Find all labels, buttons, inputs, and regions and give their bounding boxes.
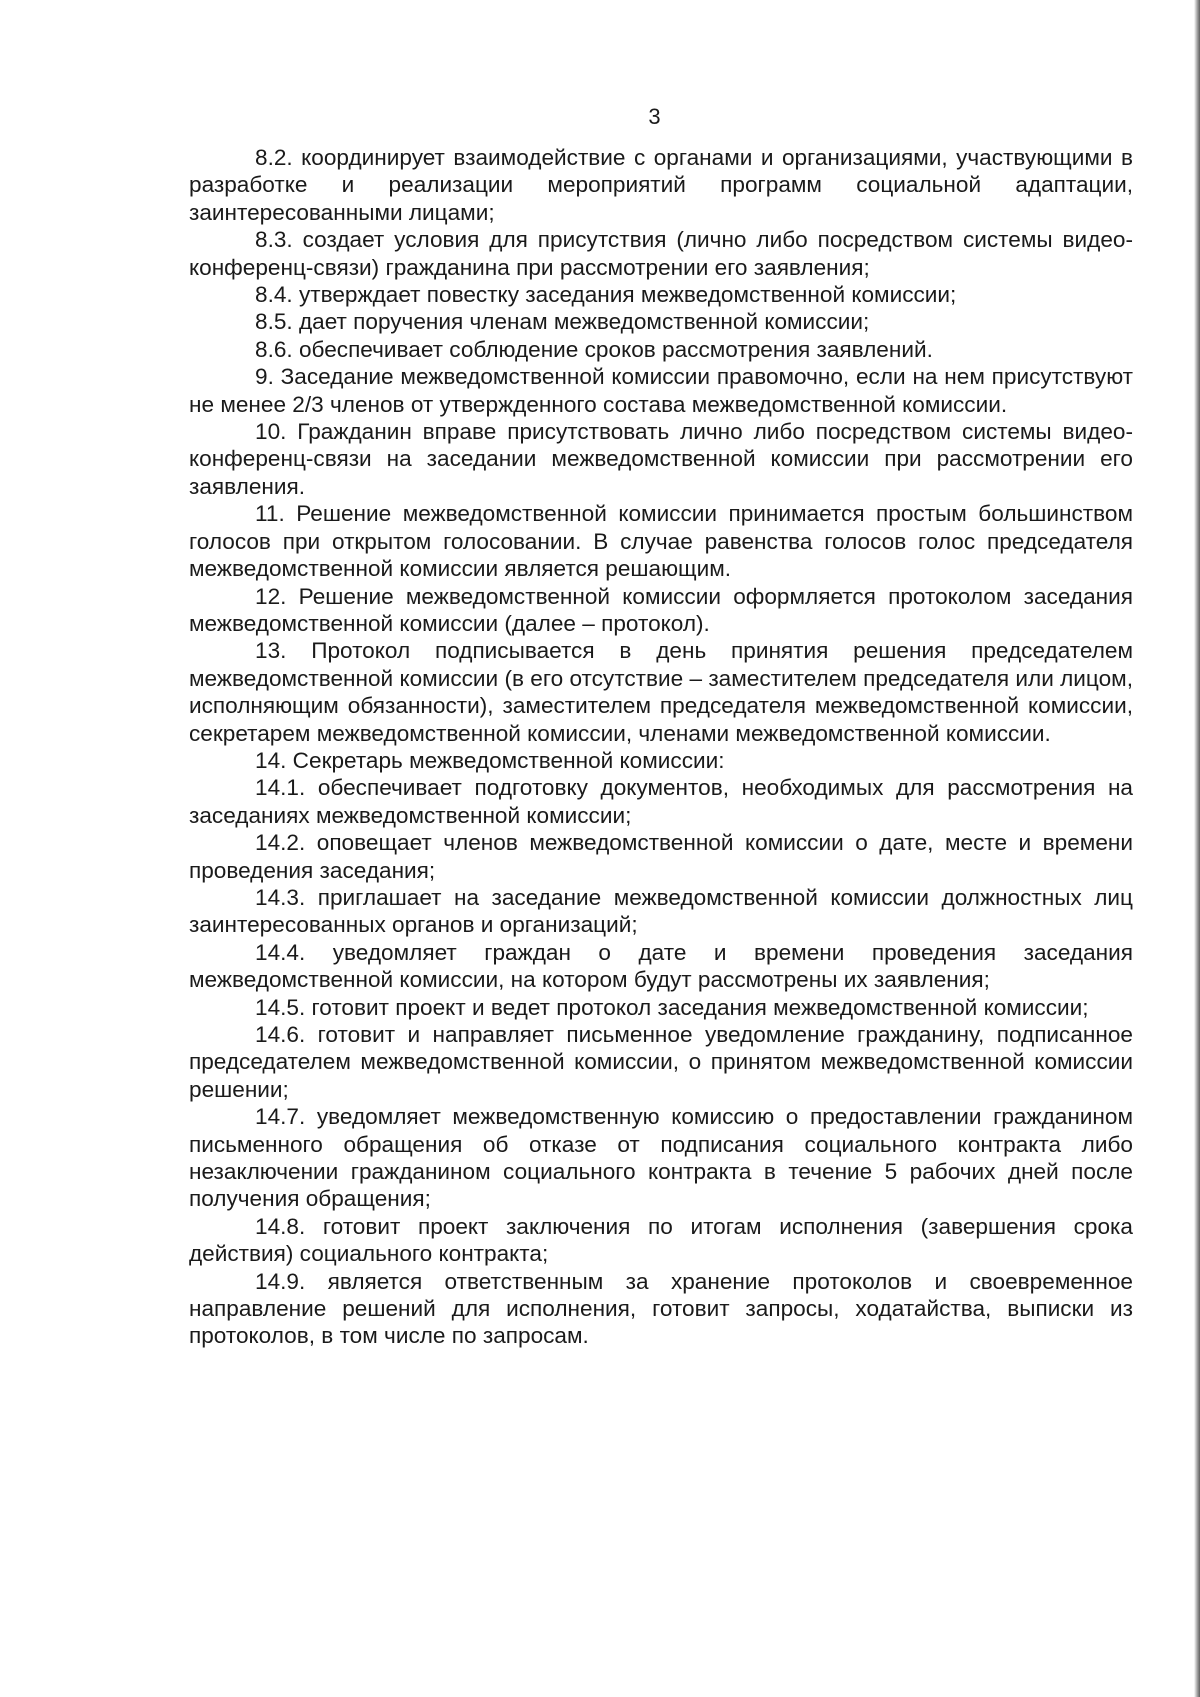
document-body xyxy=(189,144,1133,1350)
paragraph-14: 14. Секретарь межведомственной комиссии: xyxy=(255,747,725,773)
paragraph-12: 12. Решение межведомственной комиссии оформляется протоколом заседания межведомственной комиссии (далее – протокол). xyxy=(189,583,1133,636)
paragraph-14-7: 14.7. уведомляет межведомственную комиссию о предоставлении гражданином письменного обращения об отказе от подписания социального контракта либо незаключении гражданином социального контракта в течение 5 рабочих дней после получения обращения; xyxy=(189,1104,1133,1212)
paragraph-8-3: 8.3. создает условия для присутствия (лично либо посредством системы видео-конференц-связи) гражданина при рассмотрении его заявления; xyxy=(189,227,1133,280)
paragraph-14-8: 14.8. готовит проект заключения по итогам исполнения (завершения срока действия) социального контракта; xyxy=(189,1213,1133,1267)
paragraph-8-6: 8.6. обеспечивает соблюдение сроков рассмотрения заявлений. xyxy=(255,336,933,362)
paragraph-13: 13. Протокол подписывается в день принятия решения председателем межведомственной комиссии (в его отсутствие – заместителем председателя или лицом, исполняющим обязанности), заместителем председателя межведомственной комиссии, секретарем межведомственной комиссии, членами межведомственной комиссии. xyxy=(189,638,1133,746)
paragraph-8-4: 8.4. утверждает повестку заседания межведомственной комиссии; xyxy=(255,282,957,308)
page-number: 3 xyxy=(648,104,661,129)
paragraph-9: 9. Заседание межведомственной комиссии правомочно, если на нем присутствуют не менее 2/3 членов от утвержденного состава межведомственной комиссии. xyxy=(189,364,1133,417)
paragraph-8-5: 8.5. дает поручения членам межведомственной комиссии; xyxy=(255,309,870,335)
paragraph-14-5: 14.5. готовит проект и ведет протокол заседания межведомственной комиссии; xyxy=(255,994,1089,1020)
paragraph-14-3: 14.3. приглашает на заседание межведомственной комиссии должностных лиц заинтересованных органов и организаций; xyxy=(189,884,1133,938)
paragraph-14-1: 14.1. обеспечивает подготовку документов, необходимых для рассмотрения на заседаниях межведомственной комиссии; xyxy=(189,775,1133,828)
paragraph-11: 11. Решение межведомственной комиссии принимается простым большинством голосов при открытом голосовании. В случае равенства голосов голос председателя межведомственной комиссии является решающим. xyxy=(189,501,1133,582)
paragraph-14-4: 14.4. уведомляет граждан о дате и времени проведения заседания межведомственной комиссии, на котором будут рассмотрены их заявления; xyxy=(189,939,1133,993)
paragraph-14-6: 14.6. готовит и направляет письменное уведомление гражданину, подписанное председателем межведомственной комиссии, о принятом межведомственной комиссии решении; xyxy=(189,1022,1133,1102)
paragraph-10: 10. Гражданин вправе присутствовать лично либо посредством системы видео-конференц-связи на заседании межведомственной комиссии при рассмотрении его заявления. xyxy=(189,419,1133,499)
paragraph-14-9: 14.9. является ответственным за хранение протоколов и своевременное направление решений для исполнения, готовит запросы, ходатайства, выписки из протоколов, в том числе по запросам. xyxy=(189,1268,1133,1349)
scan-edge-shadow xyxy=(1194,0,1200,1697)
paragraph-8-2: 8.2. координирует взаимодействие с органами и организациями, участвующими в разработке и реализации мероприятий программ социальной адаптации, заинтересованными лицами; xyxy=(189,145,1133,225)
paragraph-14-2: 14.2. оповещает членов межведомственной комиссии о дате, месте и времени проведения заседания; xyxy=(189,830,1133,883)
